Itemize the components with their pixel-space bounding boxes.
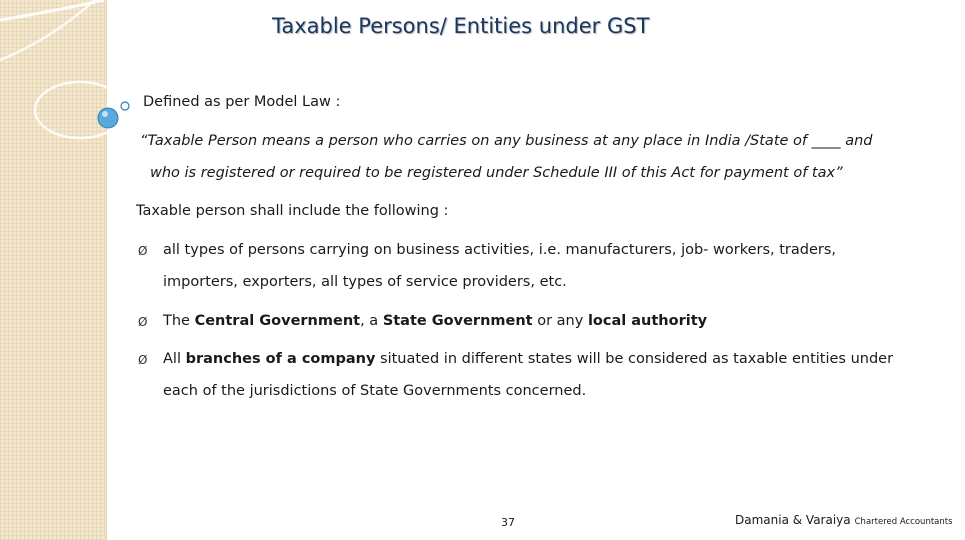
page-number: 37: [501, 516, 515, 529]
firm-name: Damania & Varaiya: [735, 513, 851, 527]
footer-firm: [735, 513, 953, 527]
definition-quote-line-2: who is registered or required to be registered under Schedule III of this Act for payment of tax”: [150, 165, 843, 181]
firm-subtitle: Chartered Accountants: [854, 517, 953, 527]
bullet-3-line-1: All branches of a company situated in different states will be considered as taxable entities under: [163, 351, 894, 367]
bullet-3-line-2: each of the jurisdictions of State Governments concerned.: [163, 383, 587, 399]
bubble-large-icon: [98, 108, 118, 128]
definition-heading: Defined as per Model Law :: [143, 94, 341, 110]
bullet-1-line-2: importers, exporters, all types of service providers, etc.: [163, 274, 567, 290]
bullet-2: The Central Government, a State Government or any local authority: [163, 313, 708, 329]
definition-quote-line-1: “Taxable Person means a person who carries on any business at any place in India /State of ____ and: [140, 133, 873, 149]
bullet-arrow-icon: Ø: [138, 315, 148, 329]
slide-title: Taxable Persons/ Entities under GST: [272, 14, 650, 38]
decorative-curves: [0, 0, 140, 140]
bubble-small-icon: [121, 102, 129, 110]
bullet-arrow-icon: Ø: [138, 353, 148, 367]
bullet-1-line-1: all types of persons carrying on business activities, i.e. manufacturers, job- workers, traders,: [163, 242, 837, 258]
bullet-arrow-icon: Ø: [138, 244, 148, 258]
list-heading: Taxable person shall include the following :: [136, 203, 449, 219]
